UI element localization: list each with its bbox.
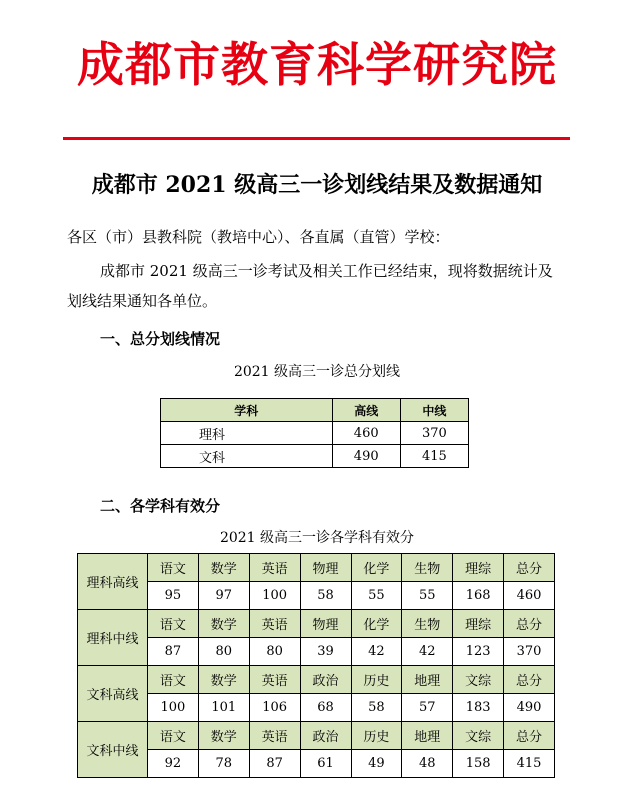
score-cell: 80: [198, 638, 249, 666]
cell-value: 370: [400, 422, 468, 445]
score-cell: 101: [198, 694, 249, 722]
header-divider: [63, 137, 570, 140]
subject-name-cell: 总分: [504, 610, 555, 638]
subject-name-cell: 政治: [300, 722, 351, 750]
subject-name-cell: 理综: [453, 554, 504, 582]
subject-name-cell: 历史: [351, 722, 402, 750]
table-row: [161, 445, 469, 468]
score-cell: 168: [453, 582, 504, 610]
score-row: [78, 638, 555, 666]
subject-name-cell: 政治: [300, 666, 351, 694]
section1-heading: 一、总分划线情况: [100, 330, 221, 348]
score-cell: 97: [198, 582, 249, 610]
salutation: 各区（市）县教科院（教培中心）、各直属（直管）学校：: [67, 228, 450, 246]
score-cell: 106: [249, 694, 300, 722]
subject-name-cell: 英语: [249, 666, 300, 694]
score-cell: 123: [453, 638, 504, 666]
group-label: 理科高线: [78, 554, 148, 610]
subject-name-cell: 数学: [198, 722, 249, 750]
notice-title: 成都市 2021 级高三一诊划线结果及数据通知: [91, 172, 543, 198]
score-cell: 100: [249, 582, 300, 610]
score-cell: 92: [148, 750, 199, 778]
score-cell: 57: [402, 694, 453, 722]
subject-name-cell: 总分: [504, 722, 555, 750]
score-cell: 80: [249, 638, 300, 666]
subject-header-row: [78, 666, 555, 694]
score-cell: 78: [198, 750, 249, 778]
row-label: 理科: [161, 422, 333, 445]
score-cell: 87: [249, 750, 300, 778]
score-cell: 68: [300, 694, 351, 722]
subject-name-cell: 数学: [198, 666, 249, 694]
subject-name-cell: 生物: [402, 554, 453, 582]
subject-name-cell: 数学: [198, 610, 249, 638]
subject-name-cell: 理综: [453, 610, 504, 638]
col-header-high: 高线: [332, 399, 400, 422]
table-header-row: [161, 399, 469, 422]
score-cell: 61: [300, 750, 351, 778]
org-name: 成都市教育科学研究院: [77, 38, 557, 93]
subject-name-cell: 地理: [402, 666, 453, 694]
subject-cutoff-table: [77, 553, 555, 778]
subject-name-cell: 语文: [148, 554, 199, 582]
score-cell: 95: [148, 582, 199, 610]
section2-heading: 二、各学科有效分: [100, 497, 221, 515]
subject-header-row: [78, 722, 555, 750]
score-cell: 490: [504, 694, 555, 722]
row-label: 文科: [161, 445, 333, 468]
subject-name-cell: 化学: [351, 554, 402, 582]
score-cell: 49: [351, 750, 402, 778]
body-line-2: 划线结果通知各单位。: [67, 292, 218, 310]
subject-name-cell: 文综: [453, 722, 504, 750]
table-row: [161, 422, 469, 445]
score-cell: 370: [504, 638, 555, 666]
score-cell: 58: [300, 582, 351, 610]
subject-name-cell: 语文: [148, 722, 199, 750]
subject-name-cell: 英语: [249, 554, 300, 582]
subject-name-cell: 生物: [402, 610, 453, 638]
subject-name-cell: 地理: [402, 722, 453, 750]
score-cell: 158: [453, 750, 504, 778]
group-label: 文科中线: [78, 722, 148, 778]
score-cell: 100: [148, 694, 199, 722]
subject-name-cell: 数学: [198, 554, 249, 582]
subject-name-cell: 历史: [351, 666, 402, 694]
section2-caption: 2021 级高三一诊各学科有效分: [219, 530, 415, 546]
subject-header-row: [78, 610, 555, 638]
cell-value: 460: [332, 422, 400, 445]
score-row: [78, 582, 555, 610]
score-cell: 42: [351, 638, 402, 666]
cell-value: 490: [332, 445, 400, 468]
subject-name-cell: 语文: [148, 666, 199, 694]
subject-name-cell: 总分: [504, 554, 555, 582]
subject-name-cell: 文综: [453, 666, 504, 694]
subject-name-cell: 物理: [300, 610, 351, 638]
score-cell: 183: [453, 694, 504, 722]
subject-name-cell: 物理: [300, 554, 351, 582]
subject-name-cell: 总分: [504, 666, 555, 694]
score-row: [78, 694, 555, 722]
group-label: 文科高线: [78, 666, 148, 722]
col-header-subject: 学科: [161, 399, 333, 422]
subject-name-cell: 英语: [249, 722, 300, 750]
subject-name-cell: 语文: [148, 610, 199, 638]
total-cutoff-table: [160, 398, 469, 468]
subject-name-cell: 化学: [351, 610, 402, 638]
body-line-1: 成都市 2021 级高三一诊考试及相关工作已经结束，现将数据统计及: [100, 262, 553, 280]
section1-caption: 2021 级高三一诊总分划线: [233, 364, 401, 380]
score-cell: 415: [504, 750, 555, 778]
score-cell: 87: [148, 638, 199, 666]
score-cell: 55: [351, 582, 402, 610]
score-cell: 42: [402, 638, 453, 666]
col-header-mid: 中线: [400, 399, 468, 422]
cell-value: 415: [400, 445, 468, 468]
score-cell: 58: [351, 694, 402, 722]
group-label: 理科中线: [78, 610, 148, 666]
subject-header-row: [78, 554, 555, 582]
score-cell: 55: [402, 582, 453, 610]
score-cell: 48: [402, 750, 453, 778]
subject-name-cell: 英语: [249, 610, 300, 638]
score-cell: 39: [300, 638, 351, 666]
score-row: [78, 750, 555, 778]
score-cell: 460: [504, 582, 555, 610]
